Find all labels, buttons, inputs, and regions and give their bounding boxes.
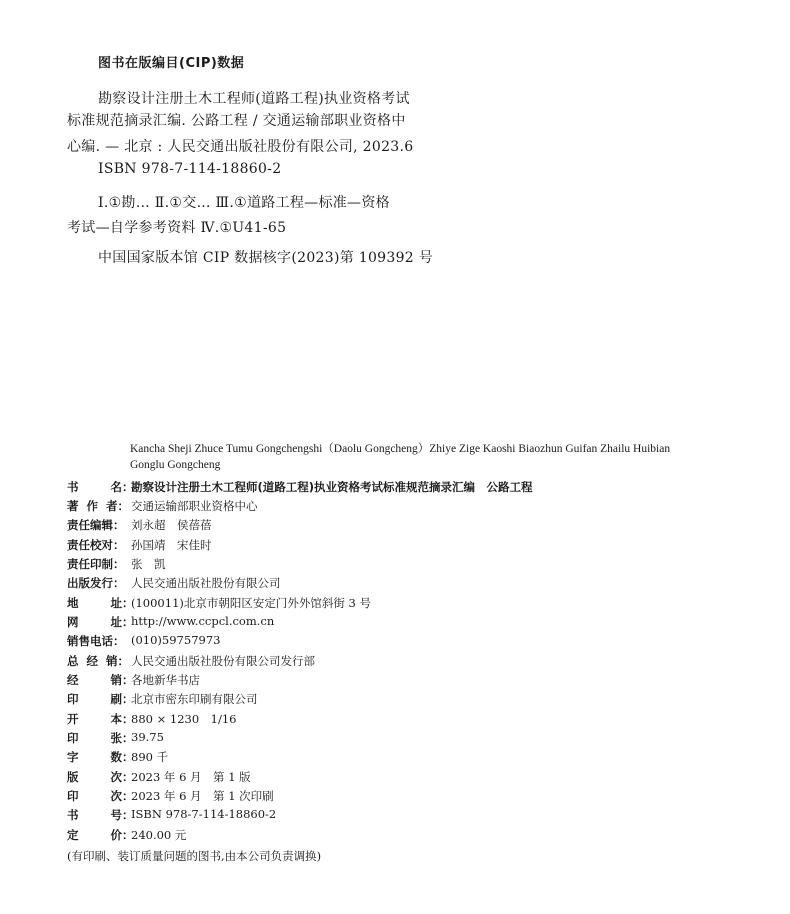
cip-isbn-line: ISBN 978-7-114-18860-2 [98,161,282,177]
meta-row-printer [67,691,258,707]
meta-value: 2023 年 6 月 第 1 版 [131,770,251,784]
meta-value: 890 千 [131,750,169,764]
meta-value: ISBN 978-7-114-18860-2 [131,807,277,821]
meta-value: http://www.ccpcl.com.cn [131,614,275,628]
meta-row-book-title [67,479,533,495]
meta-key: 书 名： [67,480,134,494]
meta-row-edition [67,769,251,785]
meta-key: 出版发行： [67,576,125,590]
meta-row-publisher [67,575,281,591]
meta-row-general-distributor [67,653,315,669]
meta-key: 版 次： [67,770,134,784]
meta-row-print-supervisor [67,556,166,572]
meta-row-editor [67,517,212,533]
meta-value: 北京市密东印刷有限公司 [131,692,258,706]
meta-key: 印 次： [67,789,134,803]
meta-key: 字 数： [67,750,134,764]
meta-key: 责任校对： [67,538,125,552]
meta-key: 网 址： [67,615,134,629]
meta-row-printing [67,788,274,804]
pinyin-title-line-1: Kancha Sheji Zhuce Tumu Gongchengshi（Daolu Gongcheng）Zhiye Zige Kaoshi Biaozhun Guifan Zhailu Huibian [130,443,671,455]
cip-line-3: 心编. — 北京 : 人民交通出版社股份有限公司, 2023.6 [67,139,414,155]
meta-row-address [67,595,371,611]
meta-value: (100011)北京市朝阳区安定门外外馆斜街 3 号 [131,596,371,610]
meta-row-author [67,498,258,514]
meta-key: 总 经 销： [67,654,130,668]
meta-key: 开 本： [67,712,134,726]
meta-value: 880 × 1230 1/16 [131,712,237,726]
meta-row-price [67,827,186,843]
meta-row-isbn [67,807,276,823]
cip-line-2: 标准规范摘录汇编. 公路工程 / 交通运输部职业资格中 [67,113,406,129]
meta-key: 责任印制： [67,557,125,571]
meta-key: 销售电话： [67,634,125,648]
meta-value: 39.75 [131,730,164,744]
cip-line-1: 勘察设计注册土木工程师(道路工程)执业资格考试 [98,91,410,107]
meta-key: 经 销： [67,673,134,687]
meta-value: 240.00 元 [131,828,187,842]
meta-value: 孙国靖 宋佳时 [131,538,212,552]
meta-value: 人民交通出版社股份有限公司 [131,576,281,590]
meta-key: 地 址： [67,596,134,610]
quality-note: (有印刷、装订质量问题的图书,由本公司负责调换) [67,849,322,863]
meta-value: 交通运输部职业资格中心 [131,499,258,513]
meta-key: 定 价： [67,828,134,842]
meta-value: 勘察设计注册土木工程师(道路工程)执业资格考试标准规范摘录汇编 公路工程 [131,480,533,494]
cip-title: 图书在版编目(CIP)数据 [98,56,245,71]
meta-key: 责任编辑： [67,518,125,532]
meta-key: 书 号： [67,808,134,822]
meta-value: 各地新华书店 [131,673,200,687]
meta-key: 著 作 者： [67,499,130,513]
cip-classification-line-2: 考试—自学参考资料 Ⅳ.①U41-65 [67,220,287,236]
meta-value: (010)59757973 [131,633,221,647]
meta-value: 刘永超 侯蓓蓓 [131,518,212,532]
meta-row-website [67,614,274,630]
meta-key: 印 张： [67,731,134,745]
meta-row-word-count [67,749,168,765]
meta-value: 人民交通出版社股份有限公司发行部 [131,654,315,668]
meta-row-proofreader [67,537,212,553]
meta-row-distributor [67,672,200,688]
cip-record-number-line: 中国国家版本馆 CIP 数据核字(2023)第 109392 号 [98,250,434,266]
pinyin-title-line-2: Gonglu Gongcheng [130,459,221,471]
meta-row-sales-phone [67,633,220,649]
meta-row-sheets [67,730,164,746]
meta-value: 2023 年 6 月 第 1 次印刷 [131,789,274,803]
meta-key: 印 刷： [67,692,134,706]
meta-value: 张 凯 [131,557,166,571]
cip-classification-line-1: Ⅰ.①勘… Ⅱ.①交… Ⅲ.①道路工程—标准—资格 [98,195,390,211]
meta-row-format [67,711,237,727]
